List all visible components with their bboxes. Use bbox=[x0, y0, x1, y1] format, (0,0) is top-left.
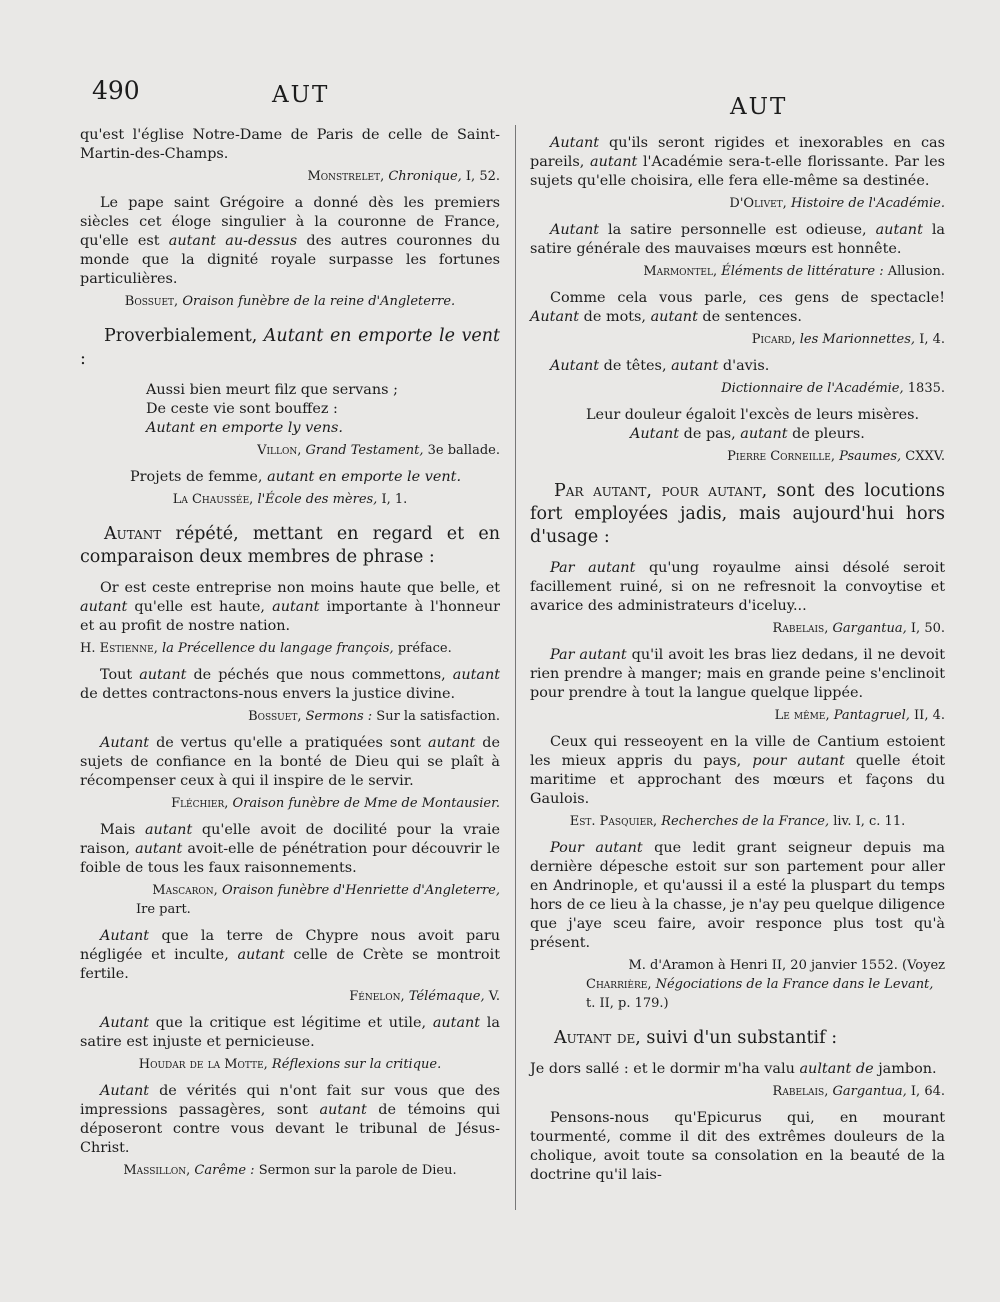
verse-block bbox=[530, 406, 945, 466]
citation-block bbox=[530, 559, 945, 638]
citation-source: Bossuet, Sermons : Sur la satisfaction. bbox=[248, 709, 500, 724]
citation-block bbox=[80, 579, 500, 658]
citation-block bbox=[530, 646, 945, 725]
citation-text: Par autant qu'il avoit les bras liez dedans, il ne devoit rien prendre à manger; mais en grande peine s'enclinoit pour prendre à tout la langue quelque lippée. bbox=[530, 647, 945, 701]
citation-text: Je dors sallé : et le dormir m'ha valu aultant de jambon. bbox=[530, 1061, 937, 1077]
running-head-left: AUT bbox=[272, 82, 330, 108]
citation-source: Bossuet, Oraison funèbre de la reine d'Angleterre. bbox=[124, 294, 456, 309]
citation-text: Autant que la terre de Chypre nous avoit paru négligée et inculte, autant celle de Crète se montroit fertile. bbox=[80, 928, 500, 982]
citation-text: Tout autant de péchés que nous commettons, autant de dettes contractons-nous envers la justice divine. bbox=[80, 667, 500, 702]
citation-text: Autant que la critique est légitime et utile, autant la satire est injuste et pernicieuse. bbox=[80, 1015, 500, 1050]
citation-text: Autant de vertus qu'elle a pratiquées sont autant de sujets de confiance en la bonté de Dieu qui se plaît à récompenser ceux à qui il inspire de le servir. bbox=[80, 735, 500, 789]
citation-source: Rabelais, Gargantua, I, 64. bbox=[772, 1084, 945, 1099]
section-heading: Autant répété, mettant en regard et en comparaison deux membres de phrase : bbox=[80, 524, 500, 567]
page-number: 490 bbox=[92, 76, 140, 105]
verse-line: Autant de pas, autant de pleurs. bbox=[630, 426, 865, 442]
right-column bbox=[530, 134, 945, 1193]
verse-line: De ceste vie sont bouffez : bbox=[146, 401, 338, 417]
column-divider bbox=[515, 125, 516, 1210]
citation-text: Ceux qui resseoyent en la ville de Cantium estoient les mieux appris du pays, pour autant quelle étoit maritime et approchant des mœurs et façons du Gaulois. bbox=[530, 734, 946, 807]
citation-source: Monstrelet, Chronique, I, 52. bbox=[307, 169, 500, 184]
verse-line: Aussi bien meurt filz que servans ; bbox=[146, 382, 398, 398]
citation-source: H. Estienne, la Précellence du langage françois, préface. bbox=[80, 641, 452, 656]
citation-block bbox=[80, 927, 500, 1006]
citation-source: Marmontel, Éléments de littérature : Allusion. bbox=[643, 264, 945, 279]
citation-text: Autant de têtes, autant d'avis. bbox=[550, 358, 770, 374]
citation-block bbox=[530, 134, 945, 213]
citation-source: La Chaussée, l'École des mères, I, 1. bbox=[172, 492, 408, 507]
citation-block bbox=[80, 1082, 500, 1180]
citation-text: Comme cela vous parle, ces gens de spectacle! Autant de mots, autant de sentences. bbox=[530, 290, 945, 325]
citation-block bbox=[530, 839, 945, 1013]
citation-text: qu'est l'église Notre-Dame de Paris de celle de Saint-Martin-des-Champs. bbox=[80, 127, 500, 162]
citation-source: Fénelon, Télémaque, V. bbox=[349, 989, 500, 1004]
citation-source: Rabelais, Gargantua, I, 50. bbox=[772, 621, 945, 636]
citation-source: Le même, Pantagruel, II, 4. bbox=[774, 708, 945, 723]
citation-source-cont: Charrière, Négociations de la France dans le Levant, t. II, p. 179.) bbox=[586, 977, 934, 1011]
citation-block bbox=[80, 194, 500, 311]
citation-block bbox=[530, 733, 945, 831]
citation-block bbox=[80, 1014, 500, 1074]
citation-text: Autant qu'ils seront rigides et inexorables en cas pareils, autant l'Académie sera-t-elle florissante. Par les sujets qu'elle choisira, elle fera elle-même sa destinée. bbox=[530, 135, 945, 189]
citation-block bbox=[530, 357, 945, 398]
citation-source: M. d'Aramon à Henri II, 20 janvier 1552. (Voyez bbox=[628, 958, 945, 973]
citation-block bbox=[80, 666, 500, 726]
citation-text: Autant de vérités qui n'ont fait sur vous que des impressions passagères, sont autant de témoins qui déposeront contre vous devant le tribunal de Jésus-Christ. bbox=[80, 1083, 501, 1156]
running-head-right: AUT bbox=[730, 94, 788, 120]
citation-source: Pierre Corneille, Psaumes, CXXV. bbox=[727, 449, 945, 464]
citation-source: Est. Pasquier, Recherches de la France, liv. I, c. 11. bbox=[569, 814, 906, 829]
citation-text: Pour autant que ledit grant seigneur depuis ma dernière dépesche estoit sur son partement pour aller en Andrinople, et qu'aussi il a esté la pluspart du temps hors de ce lieu à la chasse, je n'ay peu quelque diligence que j'aye sceu faire, avoir responce plus tost qu'à présent. bbox=[530, 840, 946, 951]
verse-line: Leur douleur égaloit l'excès de leurs misères. bbox=[586, 407, 920, 423]
citation-source-ref: Ire part. bbox=[136, 902, 191, 917]
citation-text: Mais autant qu'elle avoit de docilité pour la vraie raison, autant avoit-elle de pénétration pour découvrir le foible de tous les faux raisonnements. bbox=[80, 822, 500, 876]
citation-source: Villon, Grand Testament, 3e ballade. bbox=[257, 443, 500, 458]
section-heading: Par autant, pour autant, sont des locutions fort employées jadis, mais aujourd'hui hors d'usage : bbox=[530, 481, 945, 547]
citation-source: Massillon, Carême : Sermon sur la parole de Dieu. bbox=[123, 1163, 457, 1178]
citation-source: Mascaron, Oraison funèbre d'Henriette d'Angleterre, bbox=[152, 883, 500, 898]
section-heading: Autant de, suivi d'un substantif : bbox=[554, 1028, 838, 1048]
citation-block bbox=[530, 221, 945, 281]
citation-block bbox=[530, 1060, 945, 1101]
verse-line: Autant en emporte ly vens. bbox=[146, 420, 343, 436]
citation-source: Picard, les Marionnettes, I, 4. bbox=[751, 332, 945, 347]
citation-block bbox=[80, 468, 500, 509]
left-column bbox=[80, 126, 500, 1188]
citation-source: Houdar de la Motte, Réflexions sur la critique. bbox=[138, 1057, 442, 1072]
citation-text: Pensons-nous qu'Epicurus qui, en mourant tourmenté, comme il dit des extrêmes douleurs de la cholique, avoit toute sa consolation en la beauté de la doctrine qu'il lais- bbox=[530, 1110, 945, 1183]
citation-text: Projets de femme, autant en emporte le vent. bbox=[130, 469, 462, 485]
citation-block bbox=[530, 1109, 945, 1185]
citation-source: Dictionnaire de l'Académie, 1835. bbox=[721, 381, 945, 396]
citation-block bbox=[530, 289, 945, 349]
citation-block bbox=[80, 126, 500, 186]
citation-text: Or est ceste entreprise non moins haute que belle, et autant qu'elle est haute, autant importante à l'honneur et au profit de nostre nation. bbox=[80, 580, 500, 634]
citation-block bbox=[80, 734, 500, 813]
verse-block bbox=[80, 381, 500, 460]
citation-text: Autant la satire personnelle est odieuse, autant la satire générale des mauvaises mœurs est honnête. bbox=[530, 222, 945, 257]
citation-source: D'Olivet, Histoire de l'Académie. bbox=[729, 196, 945, 211]
citation-text: Par autant qu'ung royaulme ainsi désolé seroit facillement ruiné, si on ne refresnoit la convoytise et avarice des administrateurs d'iceluy... bbox=[530, 560, 945, 614]
section-heading: Proverbialement, Autant en emporte le vent : bbox=[80, 326, 500, 369]
citation-source: Fléchier, Oraison funèbre de Mme de Montausier. bbox=[171, 796, 500, 811]
citation-block bbox=[80, 821, 500, 919]
citation-text: Le pape saint Grégoire a donné dès les premiers siècles cet éloge singulier à la couronne de France, qu'elle est autant au-dessus des autres couronnes du monde que la dignité royale surpasse les fortunes particulières. bbox=[80, 195, 500, 287]
